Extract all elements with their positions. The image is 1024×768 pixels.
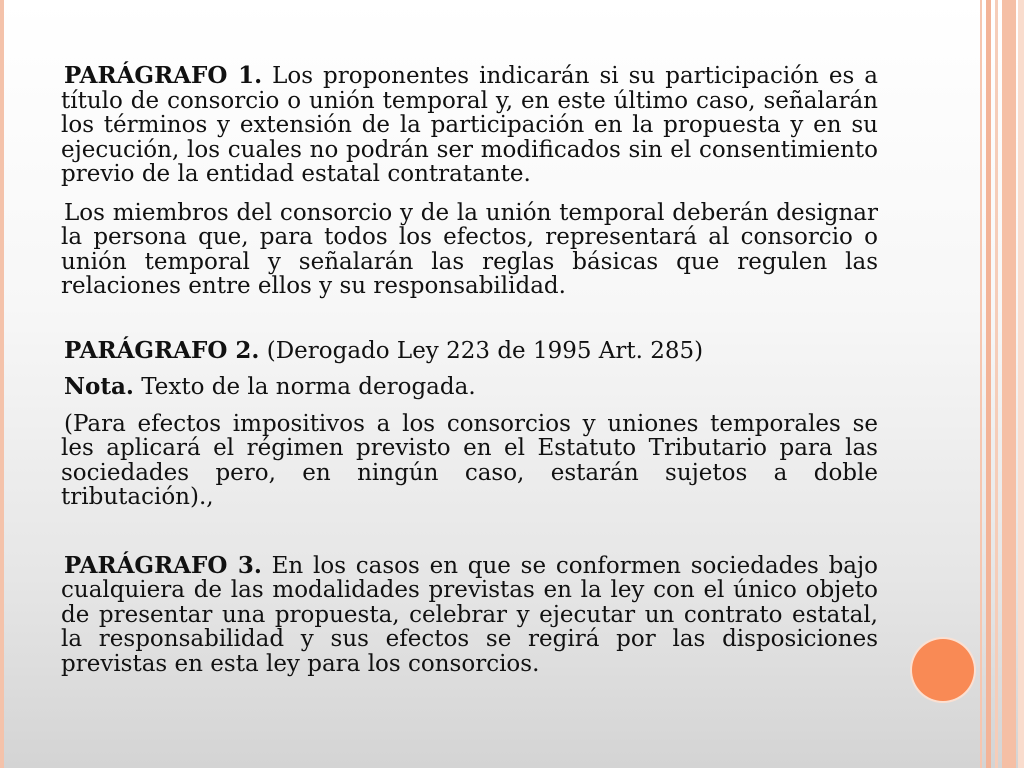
paragraph-2 bbox=[61, 336, 878, 364]
slide-body bbox=[61, 64, 878, 676]
derogated-text: (Para efectos impositivos a los consorcios y uniones temporales se les aplicará el régimen previsto en el Estatuto Tributario para las sociedades pero, en ningún caso, estarán sujetos a doble tributación)., bbox=[61, 410, 878, 510]
note-text: Texto de la norma derogada. bbox=[133, 374, 476, 400]
decorative-orange-circle bbox=[912, 639, 974, 701]
paragraph-2-heading: PARÁGRAFO 2. bbox=[64, 336, 260, 364]
stripe bbox=[1002, 0, 1016, 768]
paragraph-3-heading: PARÁGRAFO 3. bbox=[64, 551, 262, 579]
paragraph-1-second: Los miembros del consorcio y de la unión temporal deberán designar la persona que, para todos los efectos, representará al consorcio o unión temporal y señalarán las reglas básicas que regulen las relaciones entre ellos y su responsabilidad. bbox=[61, 199, 878, 299]
note bbox=[61, 375, 878, 400]
stripe bbox=[995, 0, 998, 768]
right-decorative-stripes bbox=[980, 0, 1024, 768]
paragraph-1-heading: PARÁGRAFO 1. bbox=[64, 62, 263, 89]
paragraph-3 bbox=[61, 551, 878, 677]
paragraph-1 bbox=[61, 64, 878, 187]
stripe bbox=[986, 0, 991, 768]
paragraph-2-text: (Derogado Ley 223 de 1995 Art. 285) bbox=[259, 337, 704, 364]
note-heading: Nota. bbox=[64, 373, 134, 400]
paragraph-3-text: En los casos en que se conformen sociedades bajo cualquiera de las modalidades previstas en la ley con el único objeto de presentar una propuesta, celebrar y ejecutar un contrato estatal, la responsabilidad y sus efectos se regirá por las disposiciones previstas en esta ley para los consorcios. bbox=[61, 552, 878, 677]
left-border-stripe bbox=[0, 0, 4, 768]
stripe bbox=[980, 0, 982, 768]
paragraph-1-text: Los proponentes indicarán si su participación es a título de consorcio o unión temporal y, en este último caso, señalarán los términos y extensión de la participación en la propuesta y en su ejecución, los cuales no podrán ser modificados sin el consentimiento previo de la entidad estatal contratante. bbox=[61, 63, 878, 187]
stripe bbox=[1018, 0, 1024, 768]
